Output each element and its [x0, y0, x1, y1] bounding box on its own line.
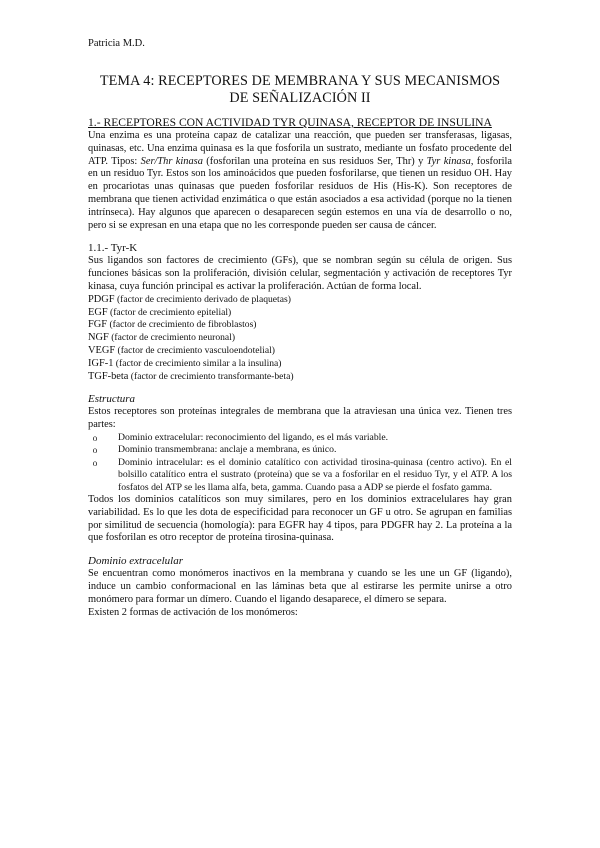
paragraph-dominios-cataliticos: Todos los dominios catalíticos son muy similares, pero en los dominios extracelulares hay gran variabilidad. Es lo que les dota de especificidad para reconocer un GF u otro. Se agrupan en familias por similitud de secuencia (homología): para EGFR hay 4 tipos, para PDGFR hay 2. La proteína a la que fosforilan es otro receptor de proteína tirosina-quinasa.: [88, 493, 512, 544]
paragraph-formas-activacion: Existen 2 formas de activación de los monómeros:: [88, 606, 298, 618]
factor-desc: (factor de crecimiento transformante-beta): [128, 370, 294, 382]
factor-abbr: IGF-1: [88, 357, 114, 369]
bullet-icon: o: [92, 457, 98, 468]
paragraph-enzimas-part-b: (fosforilan una proteína en sus residuos Ser, Thr) y: [202, 155, 427, 167]
paragraph-enzimas: [88, 130, 512, 232]
paragraph-monomeros: Se encuentran como monómeros inactivos en la membrana y cuando se les une un GF (ligando), induce un cambio conformacional en las láminas beta que al estirarse les permite unirse a otro monómero para formar un dímero. Cuando el ligando desaparece, el dímero se separa.: [88, 568, 512, 605]
subsection-heading-tyr-k: 1.1.- Tyr-K: [88, 242, 138, 255]
factor-desc: (factor de crecimiento vasculoendotelial): [115, 344, 275, 356]
section-heading-receptores: 1.- RECEPTORES CON ACTIVIDAD TYR QUINASA, RECEPTOR DE INSULINA: [88, 116, 492, 129]
growth-factor-item: [88, 345, 512, 358]
domain-list: [88, 432, 512, 494]
author-name: Patricia M.D.: [88, 38, 145, 49]
list-item-text: Dominio transmembrana: anclaje a membrana, es único.: [118, 444, 337, 456]
document-title: [88, 73, 512, 107]
factor-abbr: FGF: [88, 319, 108, 331]
bullet-icon: o: [92, 432, 98, 443]
growth-factor-list: [88, 294, 512, 384]
factor-abbr: NGF: [88, 332, 109, 344]
factor-abbr: TGF-beta: [88, 370, 129, 382]
factor-desc: (factor de crecimiento similar a la insulina): [113, 357, 282, 369]
growth-factor-item: [88, 307, 512, 320]
bullet-icon: o: [92, 445, 98, 456]
growth-factor-item: [88, 319, 512, 332]
list-item: [88, 444, 512, 456]
paragraph-enzimas-part-a: Una enzima es una proteína capaz de catalizar una reacción, que pueden ser transferasas, ligasas, quinasas, etc. Una enzima quinasa es la que fosforila un sustrato, mediante un fosfato procedente del ATP. Tipos:: [88, 130, 512, 167]
subsection-heading-estructura: Estructura: [88, 393, 136, 406]
paragraph-enzimas-part-c: , fosforila en un residuo Tyr. Estos son los aminoácidos que pueden fosforilarse, que tienen un residuo OH. Hay en procariotas unas quinasas que pueden fosforilar residuos de His (His-K). Son receptores de membrana que tienen actividad enzimática o que están asociados a esa actividad (porque no la tienen intrínseca). Hay algunos que aparecen o desaparecen según estemos en una vía de desarrollo o no, pero si se expresan en una etapa que no les corresponde pueden ser causa de cáncer.: [88, 155, 512, 231]
list-item: [88, 432, 512, 444]
growth-factor-item: [88, 371, 512, 384]
paragraph-estructura-intro: Estos receptores son proteínas integrales de membrana que la atraviesan una única vez. Tienen tres partes:: [88, 406, 512, 431]
subsection-heading-dominio-extracelular: Dominio extracelular: [88, 555, 184, 568]
factor-desc: (factor de crecimiento de fibroblastos): [107, 319, 257, 331]
paragraph-ligandos: Sus ligandos son factores de crecimiento (GFs), que se nombran según su célula de origen. Sus funciones básicas son la proliferación, división celular, segmentación y activación de receptores Tyr kinasa, cuya función principal es activar la proliferación. Actúan de forma local.: [88, 255, 512, 292]
document-body: [88, 116, 512, 619]
factor-desc: (factor de crecimiento neuronal): [108, 332, 236, 344]
title-line-2: DE SEÑALIZACIÓN II: [229, 90, 371, 106]
list-item-text: Dominio intracelular: es el dominio catalítico con actividad tirosina-quinasa (centro activo). En el bolsillo catalítico entra el sustrato (proteína) que se va a fosforilar en el residuo Tyr, y el ATP. A los fosfatos del ATP se les llama alfa, beta, gamma. Cuando pasa a ADP se pierde el fosfato gamma.: [118, 456, 512, 493]
list-item-text: Dominio extracelular: reconocimiento del ligando, es el más variable.: [118, 431, 389, 443]
title-line-1: TEMA 4: RECEPTORES DE MEMBRANA Y SUS MECANISMOS: [99, 73, 501, 89]
growth-factor-item: [88, 332, 512, 345]
factor-desc: (factor de crecimiento epitelial): [107, 306, 232, 318]
growth-factor-item: [88, 358, 512, 371]
factor-abbr: EGF: [88, 306, 108, 318]
list-item: [88, 457, 512, 494]
factor-desc: (factor de crecimiento derivado de plaquetas): [114, 293, 291, 305]
term-tyr-kinasa: Tyr kinasa: [426, 155, 471, 167]
growth-factor-item: [88, 294, 512, 307]
term-ser-thr-kinasa: Ser/Thr kinasa: [140, 155, 203, 167]
factor-abbr: PDGF: [88, 293, 115, 305]
factor-abbr: VEGF: [88, 344, 116, 356]
